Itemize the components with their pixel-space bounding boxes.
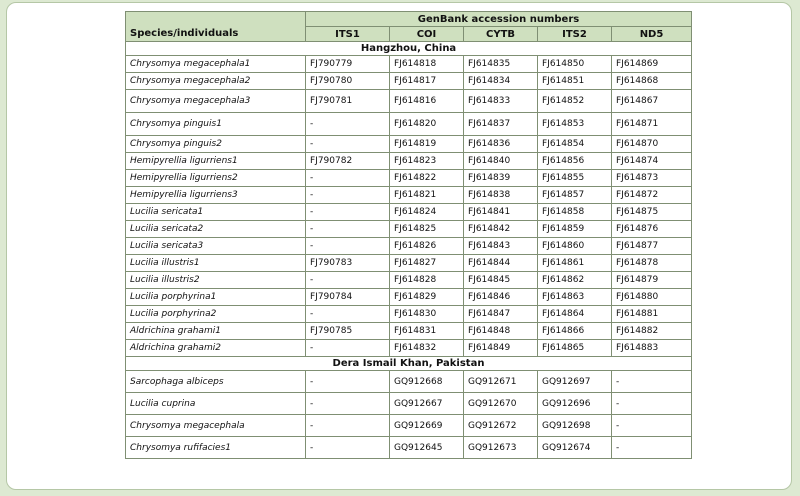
accession-cell: FJ614837 [464,113,538,136]
table-row [126,340,692,357]
accession-cell: FJ614876 [612,221,692,238]
accession-cell: - [306,113,390,136]
accession-cell: FJ614827 [390,255,464,272]
species-name-cell: Chrysomya rufifacies1 [126,437,306,459]
accession-cell: FJ614833 [464,90,538,113]
accession-cell: FJ614854 [538,136,612,153]
accession-cell: GQ912674 [538,437,612,459]
accession-cell: GQ912672 [464,415,538,437]
accession-cell: FJ614849 [464,340,538,357]
species-name-cell: Lucilia porphyrina2 [126,306,306,323]
accession-cell: FJ790779 [306,56,390,73]
accession-cell: - [306,136,390,153]
accession-cell: GQ912669 [390,415,464,437]
accession-cell: FJ614878 [612,255,692,272]
accession-cell: GQ912696 [538,393,612,415]
accession-cell: FJ614875 [612,204,692,221]
accession-cell: GQ912645 [390,437,464,459]
accession-cell: FJ614846 [464,289,538,306]
accession-cell: FJ614861 [538,255,612,272]
accession-cell: FJ614882 [612,323,692,340]
species-name-cell: Hemipyrellia ligurriens3 [126,187,306,204]
header-species: Species/individuals [126,12,306,42]
accession-cell: - [306,415,390,437]
accession-cell: FJ614841 [464,204,538,221]
accession-cell: FJ614838 [464,187,538,204]
accession-cell: FJ614859 [538,221,612,238]
table-row [126,221,692,238]
table-row [126,415,692,437]
accession-cell: FJ614867 [612,90,692,113]
accession-cell: FJ614852 [538,90,612,113]
accession-cell: - [306,204,390,221]
species-name-cell: Hemipyrellia ligurriens1 [126,153,306,170]
accession-cell: FJ614816 [390,90,464,113]
accession-cell: FJ614870 [612,136,692,153]
accession-cell: - [306,393,390,415]
table-row [126,113,692,136]
accession-cell: FJ614831 [390,323,464,340]
accession-cell: FJ790781 [306,90,390,113]
accession-cell: FJ614829 [390,289,464,306]
accession-cell: - [306,238,390,255]
accession-cell: FJ614872 [612,187,692,204]
accession-cell: FJ614874 [612,153,692,170]
header-coi: COI [390,27,464,42]
accession-cell: - [306,221,390,238]
accession-cell: FJ614826 [390,238,464,255]
header-cytb: CYTB [464,27,538,42]
accession-cell: GQ912698 [538,415,612,437]
table-row [126,170,692,187]
accession-cell: FJ614869 [612,56,692,73]
species-name-cell: Chrysomya megacephala [126,415,306,437]
accession-cell: FJ614873 [612,170,692,187]
table-body [126,42,692,459]
accession-cell: FJ614845 [464,272,538,289]
accession-cell: FJ790784 [306,289,390,306]
table-row [126,204,692,221]
accession-cell: FJ614835 [464,56,538,73]
accession-cell: FJ614856 [538,153,612,170]
accession-cell: FJ790785 [306,323,390,340]
accession-table [125,11,692,459]
accession-cell: FJ614860 [538,238,612,255]
table-row [126,73,692,90]
species-name-cell: Lucilia sericata1 [126,204,306,221]
accession-cell: GQ912671 [464,371,538,393]
accession-cell: FJ614842 [464,221,538,238]
species-name-cell: Lucilia illustris1 [126,255,306,272]
accession-cell: FJ614883 [612,340,692,357]
accession-cell: - [306,272,390,289]
accession-cell: FJ614828 [390,272,464,289]
table-row [126,255,692,272]
accession-cell: - [306,306,390,323]
species-name-cell: Chrysomya megacephala1 [126,56,306,73]
accession-cell: FJ614823 [390,153,464,170]
accession-cell: FJ614844 [464,255,538,272]
accession-cell: FJ614830 [390,306,464,323]
accession-cell: FJ614880 [612,289,692,306]
accession-cell: FJ614850 [538,56,612,73]
accession-cell: FJ614877 [612,238,692,255]
accession-cell: FJ614822 [390,170,464,187]
species-name-cell: Lucilia porphyrina1 [126,289,306,306]
accession-cell: FJ614868 [612,73,692,90]
accession-cell: GQ912667 [390,393,464,415]
table-row [126,90,692,113]
accession-cell: FJ614843 [464,238,538,255]
accession-cell: GQ912670 [464,393,538,415]
species-name-cell: Hemipyrellia ligurriens2 [126,170,306,187]
accession-cell: FJ790780 [306,73,390,90]
species-name-cell: Aldrichina grahami2 [126,340,306,357]
accession-cell: FJ614847 [464,306,538,323]
accession-cell: FJ614839 [464,170,538,187]
species-name-cell: Chrysomya pinguis2 [126,136,306,153]
accession-cell: FJ614834 [464,73,538,90]
accession-cell: FJ614817 [390,73,464,90]
accession-cell: - [612,371,692,393]
species-name-cell: Lucilia sericata2 [126,221,306,238]
table-row [126,238,692,255]
accession-cell: FJ614853 [538,113,612,136]
accession-cell: FJ614863 [538,289,612,306]
species-name-cell: Lucilia sericata3 [126,238,306,255]
species-name-cell: Lucilia cuprina [126,393,306,415]
accession-cell: FJ614824 [390,204,464,221]
accession-cell: FJ614848 [464,323,538,340]
table-row [126,437,692,459]
section-header: Dera Ismail Khan, Pakistan [126,357,692,371]
accession-cell: FJ614857 [538,187,612,204]
accession-cell: GQ912697 [538,371,612,393]
accession-cell: FJ790782 [306,153,390,170]
header-genbank-group: GenBank accession numbers [306,12,692,27]
figure-frame [6,2,792,490]
table-row [126,323,692,340]
header-its1: ITS1 [306,27,390,42]
accession-cell: GQ912668 [390,371,464,393]
accession-cell: FJ614865 [538,340,612,357]
accession-cell: FJ614840 [464,153,538,170]
accession-cell: - [612,437,692,459]
accession-cell: FJ614862 [538,272,612,289]
accession-cell: - [612,415,692,437]
table-row [126,187,692,204]
accession-cell: - [306,340,390,357]
accession-cell: - [306,187,390,204]
species-name-cell: Aldrichina grahami1 [126,323,306,340]
accession-cell: FJ614851 [538,73,612,90]
table-row [126,371,692,393]
accession-cell: FJ614825 [390,221,464,238]
species-name-cell: Chrysomya megacephala3 [126,90,306,113]
species-name-cell: Chrysomya megacephala2 [126,73,306,90]
species-name-cell: Lucilia illustris2 [126,272,306,289]
section-header: Hangzhou, China [126,42,692,56]
species-name-cell: Chrysomya pinguis1 [126,113,306,136]
accession-cell: FJ614864 [538,306,612,323]
table-row [126,153,692,170]
header-nd5: ND5 [612,27,692,42]
accession-cell: - [306,371,390,393]
accession-cell: FJ614879 [612,272,692,289]
table-row [126,136,692,153]
accession-cell: GQ912673 [464,437,538,459]
table-row [126,56,692,73]
accession-cell: FJ614820 [390,113,464,136]
accession-cell: FJ614866 [538,323,612,340]
accession-cell: FJ614819 [390,136,464,153]
accession-cell: FJ790783 [306,255,390,272]
table-row [126,289,692,306]
accession-cell: FJ614836 [464,136,538,153]
accession-cell: - [306,437,390,459]
accession-cell: FJ614855 [538,170,612,187]
accession-cell: FJ614821 [390,187,464,204]
accession-cell: - [306,170,390,187]
accession-cell: FJ614832 [390,340,464,357]
table-row [126,306,692,323]
accession-cell: FJ614818 [390,56,464,73]
accession-cell: - [612,393,692,415]
accession-cell: FJ614871 [612,113,692,136]
table-row [126,393,692,415]
table-row [126,272,692,289]
header-its2: ITS2 [538,27,612,42]
species-name-cell: Sarcophaga albiceps [126,371,306,393]
accession-cell: FJ614881 [612,306,692,323]
accession-cell: FJ614858 [538,204,612,221]
